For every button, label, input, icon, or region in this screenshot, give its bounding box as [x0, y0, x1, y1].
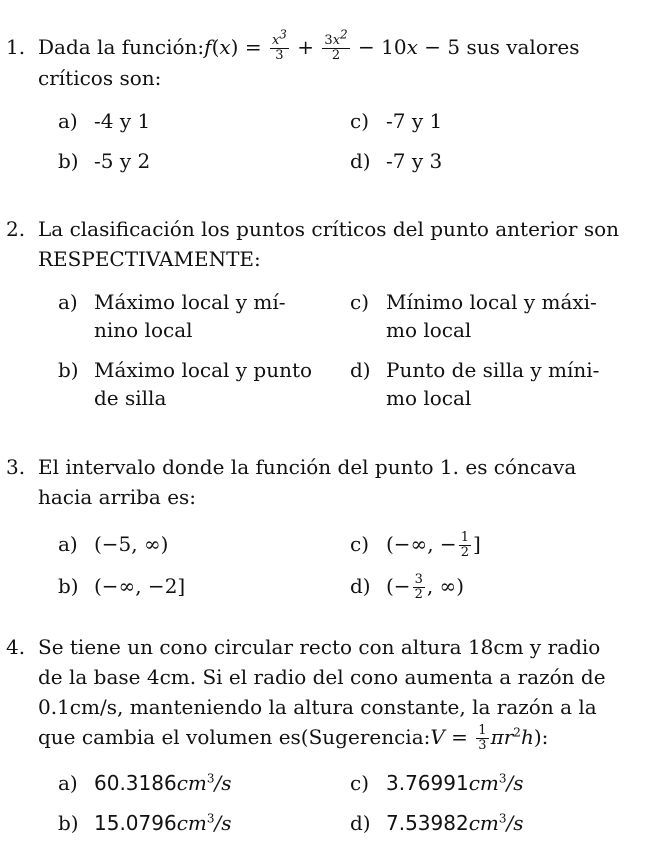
question-1-suffix: sus valores críticos son: [38, 35, 580, 90]
option-label: d) [350, 574, 371, 598]
question-2-number: 2. [6, 217, 26, 241]
option-per: /s [506, 771, 524, 795]
q4-option-b[interactable] [58, 809, 318, 837]
q3-option-b[interactable] [58, 572, 318, 600]
q2-option-c[interactable] [350, 288, 620, 344]
question-1-options [0, 107, 648, 197]
option-unit: cm [468, 771, 499, 795]
option-per: /s [214, 771, 232, 795]
question-3-text [0, 452, 648, 512]
q3-option-a[interactable] [58, 530, 318, 558]
option-per: /s [214, 811, 232, 835]
option-fraction [459, 531, 471, 560]
option-value: 15.0796 [94, 811, 177, 835]
question-2 [0, 214, 648, 428]
question-1 [0, 27, 648, 197]
q1-option-b[interactable] [58, 147, 318, 175]
option-math-suffix: ] [472, 532, 481, 556]
question-3-number: 3. [6, 455, 26, 479]
question-3 [0, 452, 648, 616]
option-text: -7 y 3 [386, 149, 443, 173]
q1-option-d[interactable] [350, 147, 620, 175]
question-4-body: Se tiene un cono circular recto con altura 18cm y radio de la base 4cm. Si el radio del cono aumenta a razón de 0.1cm/s, manteniendo la altura constante, la razón a la que cambia el volumen es(Sugerencia: [38, 635, 606, 749]
question-1-number: 1. [6, 35, 26, 59]
option-per: /s [506, 811, 524, 835]
q2-option-b[interactable] [58, 356, 320, 412]
option-math: (−5, ∞) [94, 532, 169, 556]
question-4-suffix: ): [533, 725, 549, 749]
option-unit: cm [176, 771, 207, 795]
option-label: c) [350, 290, 370, 314]
option-label: b) [58, 149, 79, 173]
option-label: c) [350, 771, 370, 795]
option-math-prefix: (−∞, − [386, 532, 457, 556]
option-text: -4 y 1 [94, 109, 151, 133]
option-label: d) [350, 811, 371, 835]
q4-option-c[interactable] [350, 769, 620, 797]
option-value: 3.76991 [386, 771, 469, 795]
option-label: c) [350, 532, 370, 556]
option-exponent: 3 [498, 811, 507, 826]
question-1-text [0, 27, 648, 93]
option-exponent: 3 [498, 771, 507, 786]
question-4-text [0, 632, 648, 753]
option-unit: cm [176, 811, 207, 835]
option-text: -7 y 1 [386, 109, 443, 133]
option-math-suffix: , ∞) [426, 574, 465, 598]
option-text: Máximo local y mí- nino local [94, 290, 286, 342]
question-4 [0, 632, 648, 847]
option-label: d) [350, 149, 371, 173]
option-exponent: 3 [206, 771, 215, 786]
fraction-denominator: 2 [414, 587, 423, 602]
option-label: b) [58, 358, 79, 382]
option-fraction [413, 573, 425, 602]
question-3-options [0, 526, 648, 616]
q4-option-d[interactable] [350, 809, 620, 837]
option-text: -5 y 2 [94, 149, 151, 173]
option-label: b) [58, 811, 79, 835]
option-text: Mínimo local y máxi- mo local [386, 290, 597, 342]
option-text: Punto de silla y míni- mo local [386, 358, 600, 410]
fraction-numerator: 1 [460, 530, 469, 545]
fraction-numerator: 3 [414, 572, 423, 587]
question-3-body: El intervalo donde la función del punto 1. es cóncava hacia arriba es: [38, 455, 577, 509]
option-unit: cm [468, 811, 499, 835]
question-2-body: La clasificación los puntos críticos del punto anterior son RESPECTIVAMENTE: [38, 217, 620, 271]
fraction-denominator: 2 [460, 545, 469, 560]
volume-formula: V = $\frac{1}{3}$ $\pi r^2h$ [430, 723, 534, 753]
option-label: c) [350, 109, 370, 133]
option-label: a) [58, 771, 78, 795]
option-label: a) [58, 532, 78, 556]
question-1-prefix: Dada la función: [38, 35, 205, 59]
option-math-prefix: (− [386, 574, 411, 598]
q4-option-a[interactable] [58, 769, 318, 797]
option-exponent: 3 [206, 811, 215, 826]
option-value: 60.3186 [94, 771, 177, 795]
question-4-number: 4. [6, 635, 26, 659]
option-label: b) [58, 574, 79, 598]
option-label: a) [58, 290, 78, 314]
question-4-options [0, 767, 648, 847]
q2-option-a[interactable] [58, 288, 320, 344]
option-label: d) [350, 358, 371, 382]
option-math: (−∞, −2] [94, 574, 186, 598]
option-label: a) [58, 109, 78, 133]
q2-option-d[interactable] [350, 356, 620, 412]
option-text: Máximo local y punto de silla [94, 358, 313, 410]
q1-option-a[interactable] [58, 107, 318, 135]
q3-option-d[interactable] [350, 572, 620, 602]
q3-option-c[interactable] [350, 530, 620, 560]
function-formula: f(x) = $\frac{x3}{3}$ + $\frac{3x2}{2}$ − 10x − 5 [204, 27, 461, 63]
question-2-options [0, 288, 648, 428]
option-value: 7.53982 [386, 811, 469, 835]
q1-option-c[interactable] [350, 107, 620, 135]
question-2-text [0, 214, 648, 274]
